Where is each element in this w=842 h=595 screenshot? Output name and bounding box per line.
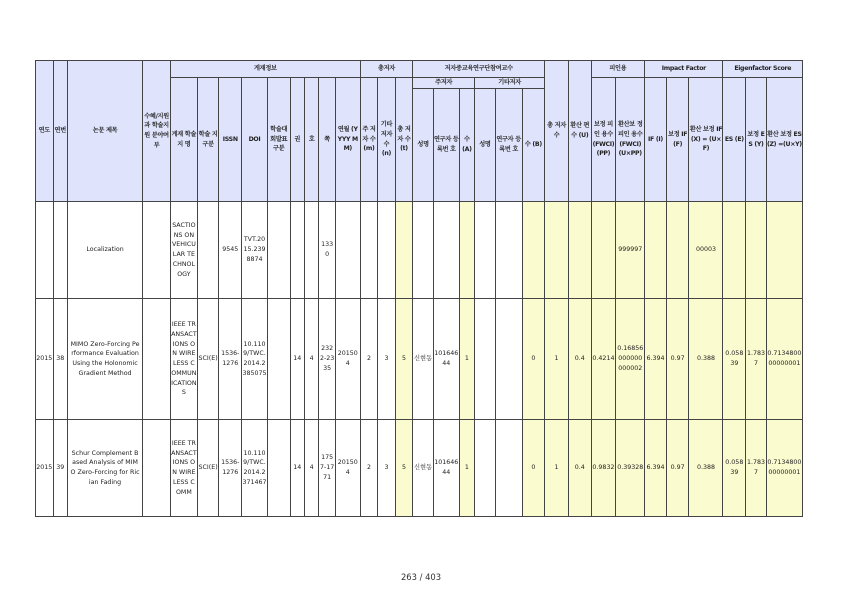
cell-es-corrected [746, 202, 767, 299]
cell-fa-count: 1 [459, 299, 474, 420]
col-title: 논문 제목 [67, 61, 142, 202]
cell-oa-count [522, 202, 545, 299]
col-fwci: 보정 피인 용수 (FWCI) (PP) [591, 78, 616, 202]
cell-date: 201504 [335, 420, 360, 517]
cell-doi: 10.1109/TWC.2014.2371467 [242, 420, 268, 517]
cell-oa-name [475, 420, 496, 517]
cell-fwci-converted: 999997 [616, 202, 645, 299]
cell-serial: 39 [53, 420, 67, 517]
group-faculty: 저자중교육연구단참여교수 [413, 61, 545, 78]
col-fwci-converted: 환산보 정피인 용수 (FWCI) (U×PP) [616, 78, 645, 202]
cell-es [723, 202, 746, 299]
cell-if: 6.394 [645, 420, 667, 517]
cell-oa-no [495, 202, 522, 299]
cell-rating [267, 202, 290, 299]
cell-es-corrected: 1.7837 [746, 299, 767, 420]
cell-participants: 1 [545, 299, 569, 420]
col-es: ES (E) [723, 78, 746, 202]
col-converted: 환산 편수 (U) [568, 61, 591, 202]
cell-volume: 14 [290, 420, 304, 517]
col-fa-no: 연구자 등록번 호 [433, 89, 459, 202]
group-publication: 게재정보 [170, 61, 360, 78]
cell-journal-class: SCI(E) [197, 420, 219, 517]
cell-volume [290, 202, 304, 299]
col-year: 연도 [36, 61, 54, 202]
cell-oa-no [495, 420, 522, 517]
cell-if [645, 202, 667, 299]
group-impact-factor: Impact Factor [645, 61, 723, 78]
cell-year: 2015 [36, 299, 54, 420]
cell-total-authors: 5 [395, 299, 413, 420]
cell-pages: 2322-2335 [319, 299, 335, 420]
col-date: 연월 (YYYY MM) [335, 78, 360, 202]
col-oa-no: 연구자 등록번 호 [495, 89, 522, 202]
cell-fwci [591, 202, 616, 299]
cell-other-authors: 3 [378, 420, 396, 517]
cell-main-authors: 2 [360, 299, 378, 420]
cell-fwci-converted: 0.16856000000000002 [616, 299, 645, 420]
col-issn: ISSN [219, 78, 242, 202]
col-participants: 총 저자 수 [545, 61, 569, 202]
cell-es-converted: 0.713480000000001 [766, 299, 802, 420]
cell-rating [267, 420, 290, 517]
cell-participants [545, 202, 569, 299]
cell-issn: 1536-1276 [219, 299, 242, 420]
table-row [36, 420, 803, 517]
col-doi: DOI [242, 78, 268, 202]
cell-oa-count: 0 [522, 420, 545, 517]
col-serial: 연번 [53, 61, 67, 202]
cell-fa-no: 10164644 [433, 420, 459, 517]
cell-funding [143, 299, 171, 420]
cell-rating [267, 299, 290, 420]
cell-issn: 1536-1276 [219, 420, 242, 517]
col-oa-name: 성명 [475, 89, 496, 202]
header-row-1 [36, 61, 803, 78]
cell-oa-name [475, 202, 496, 299]
col-if-converted: 환산 보정 IF(X) = (U×F) [689, 78, 723, 202]
cell-converted: 0.4 [568, 420, 591, 517]
publication-table [35, 60, 803, 517]
cell-issue: 4 [304, 299, 318, 420]
col-oa-count: 수 (B) [522, 89, 545, 202]
cell-funding [143, 420, 171, 517]
col-es-converted: 환산 보정 ES(Z) =(U×Y) [766, 78, 802, 202]
cell-journal-class: SCI(E) [197, 299, 219, 420]
col-other-authors: 기타 저자 수 (n) [378, 78, 396, 202]
group-citation: 피인용 [591, 61, 645, 78]
cell-if: 6.394 [645, 299, 667, 420]
col-pages: 쪽 [319, 78, 335, 202]
cell-es: 0.05839 [723, 420, 746, 517]
col-fa-name: 성명 [413, 89, 434, 202]
col-volume: 권 [290, 78, 304, 202]
page-number: 263 / 403 [400, 572, 442, 582]
cell-if-corrected [666, 202, 689, 299]
cell-fa-count [459, 202, 474, 299]
col-journal-class: 학술 지 구분 [197, 78, 219, 202]
cell-fwci: 0.4214 [591, 299, 616, 420]
col-if: IF (I) [645, 78, 667, 202]
cell-title: MIMO Zero-Forcing Performance Evaluation Using the Holonomic Gradient Method [67, 299, 142, 420]
cell-fa-no [433, 202, 459, 299]
cell-serial: 38 [53, 299, 67, 420]
cell-serial [53, 202, 67, 299]
cell-fa-name: 신현동 [413, 299, 434, 420]
cell-issue: 4 [304, 420, 318, 517]
cell-doi: 10.1109/TWC.2014.2385075 [242, 299, 268, 420]
col-main-authors: 주 저자 수 (m) [360, 78, 378, 202]
cell-oa-count: 0 [522, 299, 545, 420]
cell-converted: 0.4 [568, 299, 591, 420]
group-other-author: 기타저자 [475, 78, 545, 89]
cell-converted [568, 202, 591, 299]
col-journal: 게재 학술지 명 [170, 78, 197, 202]
cell-issue [304, 202, 318, 299]
col-fa-count: 수 (A) [459, 89, 474, 202]
cell-main-authors [360, 202, 378, 299]
cell-main-authors: 2 [360, 420, 378, 517]
cell-fwci: 0.9832 [591, 420, 616, 517]
cell-title: Localization [67, 202, 142, 299]
cell-if-corrected: 0.97 [666, 420, 689, 517]
cell-pages: 1330 [319, 202, 335, 299]
table-row [36, 202, 803, 299]
col-rating: 학술대 회발표 구분 [267, 78, 290, 202]
cell-journal: SACTIONS ON VEHICULAR TECHNOLOGY [170, 202, 197, 299]
cell-other-authors: 3 [378, 299, 396, 420]
col-total-authors: 총 저자 수 (t) [395, 78, 413, 202]
cell-date [335, 202, 360, 299]
cell-participants: 1 [545, 420, 569, 517]
table-row [36, 299, 803, 420]
cell-oa-no [495, 299, 522, 420]
cell-date: 201504 [335, 299, 360, 420]
group-authors: 총저자 [360, 61, 413, 78]
cell-total-authors [395, 202, 413, 299]
cell-oa-name [475, 299, 496, 420]
cell-journal: IEEE TRANSACTIONS ON WIRELESS COMMUNICATIONS [170, 299, 197, 420]
cell-fa-name: 신현동 [413, 420, 434, 517]
cell-year: 2015 [36, 420, 54, 517]
group-first-author: 주저자 [413, 78, 475, 89]
cell-total-authors: 5 [395, 420, 413, 517]
cell-es-converted [766, 202, 802, 299]
cell-fwci-converted: 0.39328 [616, 420, 645, 517]
cell-fa-no: 10164644 [433, 299, 459, 420]
col-issue: 호 [304, 78, 318, 202]
cell-if-converted: 0.388 [689, 299, 723, 420]
cell-if-corrected: 0.97 [666, 299, 689, 420]
cell-journal: IEEE TRANSACTIONS ON WIRELESS COMM [170, 420, 197, 517]
cell-es: 0.05839 [723, 299, 746, 420]
cell-fa-count: 1 [459, 420, 474, 517]
cell-year [36, 202, 54, 299]
cell-other-authors [378, 202, 396, 299]
col-es-corrected: 보정 ES (Y) [746, 78, 767, 202]
cell-fa-name [413, 202, 434, 299]
cell-es-converted: 0.713480000000001 [766, 420, 802, 517]
cell-doi: TVT.2015.2398874 [242, 202, 268, 299]
cell-volume: 14 [290, 299, 304, 420]
cell-issn: 9545 [219, 202, 242, 299]
cell-title: Schur Complement Based Analysis of MIMO Zero-Forcing for Rician Fading [67, 420, 142, 517]
group-eigenfactor: Eigenfactor Score [723, 61, 803, 78]
cell-if-converted: 00003 [689, 202, 723, 299]
cell-funding [143, 202, 171, 299]
cell-journal-class [197, 202, 219, 299]
cell-es-corrected: 1.7837 [746, 420, 767, 517]
cell-pages: 1757-1771 [319, 420, 335, 517]
cell-if-converted: 0.388 [689, 420, 723, 517]
col-funding: 수혜/지원과 학술지원 분야여부 [143, 61, 171, 202]
col-if-corrected: 보정 IF (F) [666, 78, 689, 202]
